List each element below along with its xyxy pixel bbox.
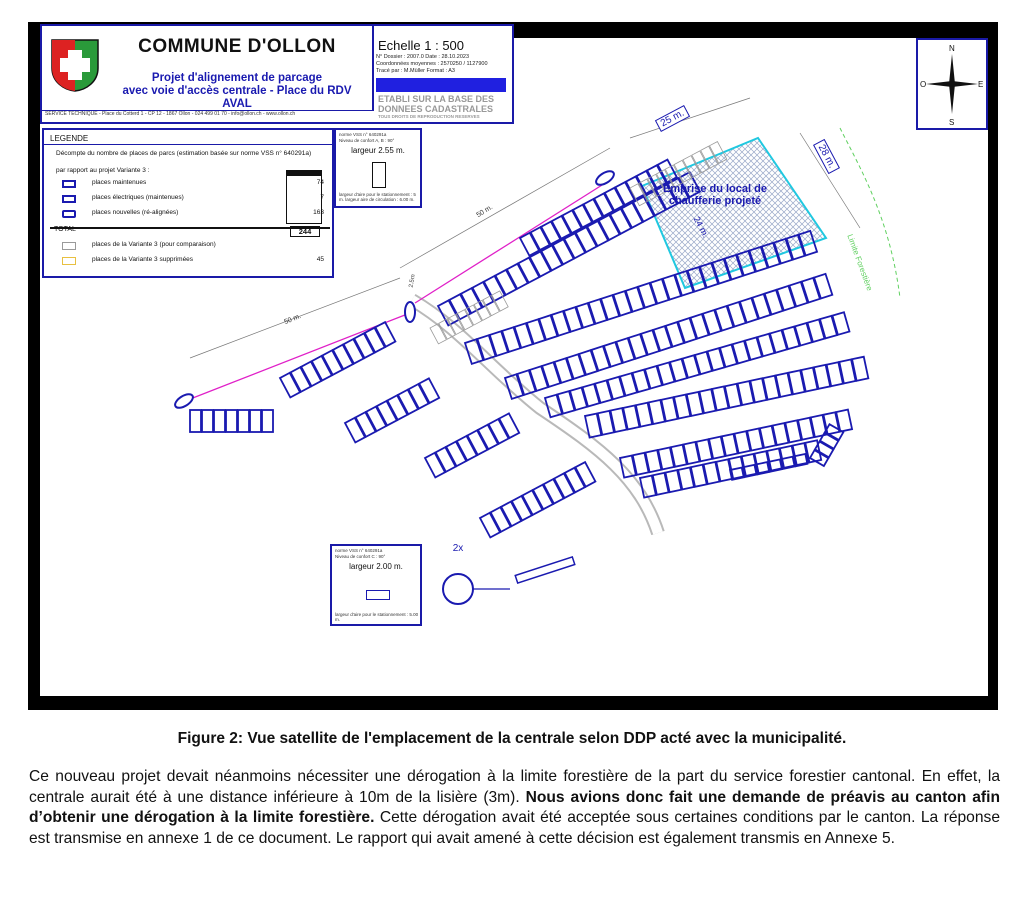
- parking-space: [582, 384, 599, 407]
- parking-space: [653, 326, 671, 351]
- legend-row: [56, 209, 332, 221]
- legend-count-header: [286, 170, 322, 176]
- legend-subtitle: par rapport au projet Variante 3 :: [56, 167, 150, 174]
- parking-space: [570, 388, 587, 411]
- legend-row: [56, 194, 332, 206]
- parking-space: [554, 358, 572, 383]
- parking-space: [375, 322, 395, 347]
- legend-label: places électriques (maintenues): [92, 194, 184, 201]
- legend-label: places de la Variante 3 supprimées: [92, 256, 194, 263]
- parking-space: [626, 287, 644, 312]
- parking-space: [807, 319, 824, 342]
- service-strip: SERVICE TECHNIQUE - Place du Cotterd 1 - CP 12 - 1867 Ollon - 024 499 01 70 - info@ollon.ch - www.ollon.ch: [42, 110, 374, 122]
- parking-space: [226, 410, 237, 432]
- vss-top-note: largeur d'aire pour le stationnement : 5 m. largeur aire de circulation : 6.00 m.: [339, 192, 416, 202]
- parking-space: [732, 341, 749, 364]
- dim-25m: 25 m.: [655, 105, 690, 132]
- parking-space: [757, 334, 774, 357]
- parking-space-small-icon: [366, 590, 390, 600]
- parking-space: [632, 370, 649, 393]
- paragraph-part3: Cette dérogation avait été acceptée sous certaines conditions par le canton. La réponse est transmise en annexe 1 de ce document. Le rapport qui avait amené à cette décision est également transmis en Annexe 5.: [29, 809, 1000, 848]
- legend-label: places de la Variante 3 (pour comparaison): [92, 241, 216, 248]
- parking-space: [820, 316, 837, 339]
- parking-space: [557, 391, 574, 414]
- compass-e: E: [978, 80, 984, 89]
- parking-space: [238, 410, 249, 432]
- total-value: 244: [290, 226, 320, 237]
- parking-space: [490, 331, 508, 356]
- paragraph-bold: Nous avions donc fait une demande de préavis au canton afin d’obtenir une dérogation à la limite forestière.: [29, 788, 1000, 827]
- parking-space: [789, 282, 807, 307]
- parking-space: [728, 302, 746, 327]
- parking-space: [678, 318, 696, 343]
- legend-intro: Décompte du nombre de places de parcs (estimation basée sur norme VSS n° 640291a): [56, 150, 312, 157]
- parking-space: [250, 410, 261, 432]
- dim-28m: 28 m.: [813, 139, 840, 174]
- parking-space: [715, 306, 733, 331]
- scale: Echelle 1 : 500: [378, 38, 465, 53]
- parking-space: [502, 327, 520, 352]
- badge-2x: 2x: [452, 543, 464, 554]
- parking-space: [666, 322, 684, 347]
- vss-bottom-width: largeur 2.00 m.: [349, 562, 403, 571]
- two-x-badge: [443, 574, 473, 604]
- parking-space: [514, 323, 532, 348]
- parking-space: [601, 295, 619, 320]
- vss-bottom-note: largeur d'aire pour le stationnement : 5.00 m.: [335, 612, 419, 622]
- parking-space: [777, 286, 795, 311]
- parking-space: [214, 410, 225, 432]
- boiler-footprint: [642, 138, 826, 288]
- parking-row: [345, 378, 439, 442]
- legend-row: [56, 256, 332, 268]
- legend-title: LEGENDE: [50, 134, 89, 143]
- parking-space: [638, 283, 656, 308]
- access-road: [412, 300, 658, 533]
- parking-space: [770, 330, 787, 353]
- title-divider: [372, 26, 374, 122]
- parking-space: [419, 378, 439, 403]
- header-band: [376, 78, 506, 92]
- compass-rose-icon: [918, 40, 986, 128]
- forest-limit-label: Limite Forestière: [845, 232, 875, 293]
- parking-space: [695, 352, 712, 375]
- parking-row: [480, 462, 595, 537]
- parking-space: [202, 410, 213, 432]
- compass-n: N: [949, 44, 955, 53]
- vss-top-line1: norme VSS n° 640291a: [339, 132, 387, 137]
- legend-box: [42, 128, 334, 278]
- dim-50m-b: 50 m.: [475, 203, 495, 220]
- parking-space: [703, 310, 721, 335]
- parking-space: [576, 303, 594, 328]
- parking-space: [607, 377, 624, 400]
- vss-top-width: largeur 2.55 m.: [351, 146, 405, 155]
- parking-space: [645, 366, 662, 389]
- parking-space: [604, 342, 622, 367]
- swatch-yellow-icon: [62, 257, 76, 265]
- dim-2-5m: 2.5m: [408, 273, 417, 289]
- vss-top-line2: Niveau de confort A, B : 90°: [339, 138, 395, 143]
- coordinates-info: Coordonnées moyennes : 2570250 / 1127900: [376, 61, 488, 67]
- parking-row: [190, 410, 273, 432]
- dim-50m-a: 50 m.: [283, 312, 303, 327]
- parking-space: [613, 291, 631, 316]
- drawn-by-info: Tracé par : M.Müller Format : A3: [376, 68, 455, 74]
- legend-value: 74: [316, 179, 324, 186]
- parking-space: [740, 298, 758, 323]
- body-paragraph: [29, 767, 1000, 850]
- parking-space: [745, 337, 762, 360]
- legend-label: places maintenues: [92, 179, 147, 186]
- parking-row: [280, 322, 395, 397]
- dim-24m: 24 m.: [691, 214, 711, 240]
- parking-space: [690, 314, 708, 339]
- parking-space: [629, 334, 647, 359]
- commune-title: COMMUNE D'OLLON: [138, 36, 336, 57]
- figure-caption: Figure 2: Vue satellite de l'emplacement de la centrale selon DDP acté avec la municipalité.: [177, 730, 847, 747]
- parking-space: [575, 462, 595, 487]
- parking-space: [567, 354, 585, 379]
- vss-detail-bottom: [330, 544, 422, 626]
- parking-space: [720, 345, 737, 368]
- title-block: [40, 24, 514, 124]
- legend-value: 163: [313, 209, 324, 216]
- parking-space: [814, 274, 832, 299]
- legend-value: 7: [320, 194, 324, 201]
- parking-space: [641, 330, 659, 355]
- parking-space: [539, 315, 557, 340]
- parking-space: [670, 359, 687, 382]
- compass-o: O: [920, 80, 927, 89]
- parking-space: [542, 362, 560, 387]
- parking-row: [545, 312, 849, 417]
- parking-row: [425, 413, 519, 477]
- commune-crest-icon: [50, 38, 100, 92]
- parking-space: [592, 346, 610, 371]
- dossier-info: N° Dossier : 2007.0 Date : 28.10.2023: [376, 54, 470, 60]
- parking-space: [262, 410, 273, 432]
- total-divider: [50, 227, 330, 229]
- vss-bottom-line2: Niveau de confort C : 90°: [335, 554, 386, 559]
- parking-space: [589, 299, 607, 324]
- parking-space: [552, 311, 570, 336]
- parking-space: [190, 410, 201, 432]
- legend-label: places nouvelles (ré-alignées): [92, 209, 179, 216]
- swatch-grey-icon: [62, 242, 76, 250]
- parking-space: [530, 366, 548, 391]
- paragraph-part1: Ce nouveau projet devait néanmoins nécessiter une dérogation à la limite forestière de la part du service forestier cantonal. En effet, la centrale aurait été à une distance inférieure à 10m de la lisière (3m).: [29, 768, 1000, 806]
- parking-space: [657, 362, 674, 385]
- project-title: Projet d'alignement de parcage avec voie d'accès centrale - Place du RDV AVAL: [122, 72, 352, 110]
- parking-space-icon: [372, 162, 386, 188]
- parking-space: [620, 373, 637, 396]
- parking-space: [564, 307, 582, 332]
- parking-space: [832, 312, 849, 335]
- compass-s: S: [949, 118, 955, 127]
- parking-space: [499, 413, 519, 438]
- legend-row: [56, 241, 332, 253]
- cadastre-notice: ETABLI SUR LA BASE DES DONNEES CADASTRALES TOUS DROITS DE REPRODUCTION RESERVES: [378, 94, 495, 119]
- parking-space: [782, 327, 799, 350]
- total-label: TOTAL: [54, 226, 76, 233]
- parking-space: [802, 278, 820, 303]
- parking-space: [765, 290, 783, 315]
- swatch-blue-icon: [62, 180, 76, 188]
- parking-space: [595, 380, 612, 403]
- parking-space: [650, 279, 668, 304]
- parking-space: [579, 350, 597, 375]
- parking-space: [616, 338, 634, 363]
- parking-space: [752, 294, 770, 319]
- legend-row: [56, 179, 332, 191]
- emprise-label: Emprise du local de chaufferie projeté: [663, 183, 767, 207]
- swatch-electric-icon: [62, 195, 76, 203]
- swatch-new-icon: [62, 210, 76, 218]
- legend-value: 45: [316, 256, 324, 263]
- parking-space: [682, 355, 699, 378]
- north-arrow: [916, 38, 988, 130]
- parking-space: [795, 323, 812, 346]
- vss-bottom-line1: norme VSS n° 640291a: [335, 548, 383, 553]
- vss-detail-top: [334, 128, 422, 208]
- parking-space: [707, 348, 724, 371]
- parking-space: [663, 275, 681, 300]
- parking-space: [527, 319, 545, 344]
